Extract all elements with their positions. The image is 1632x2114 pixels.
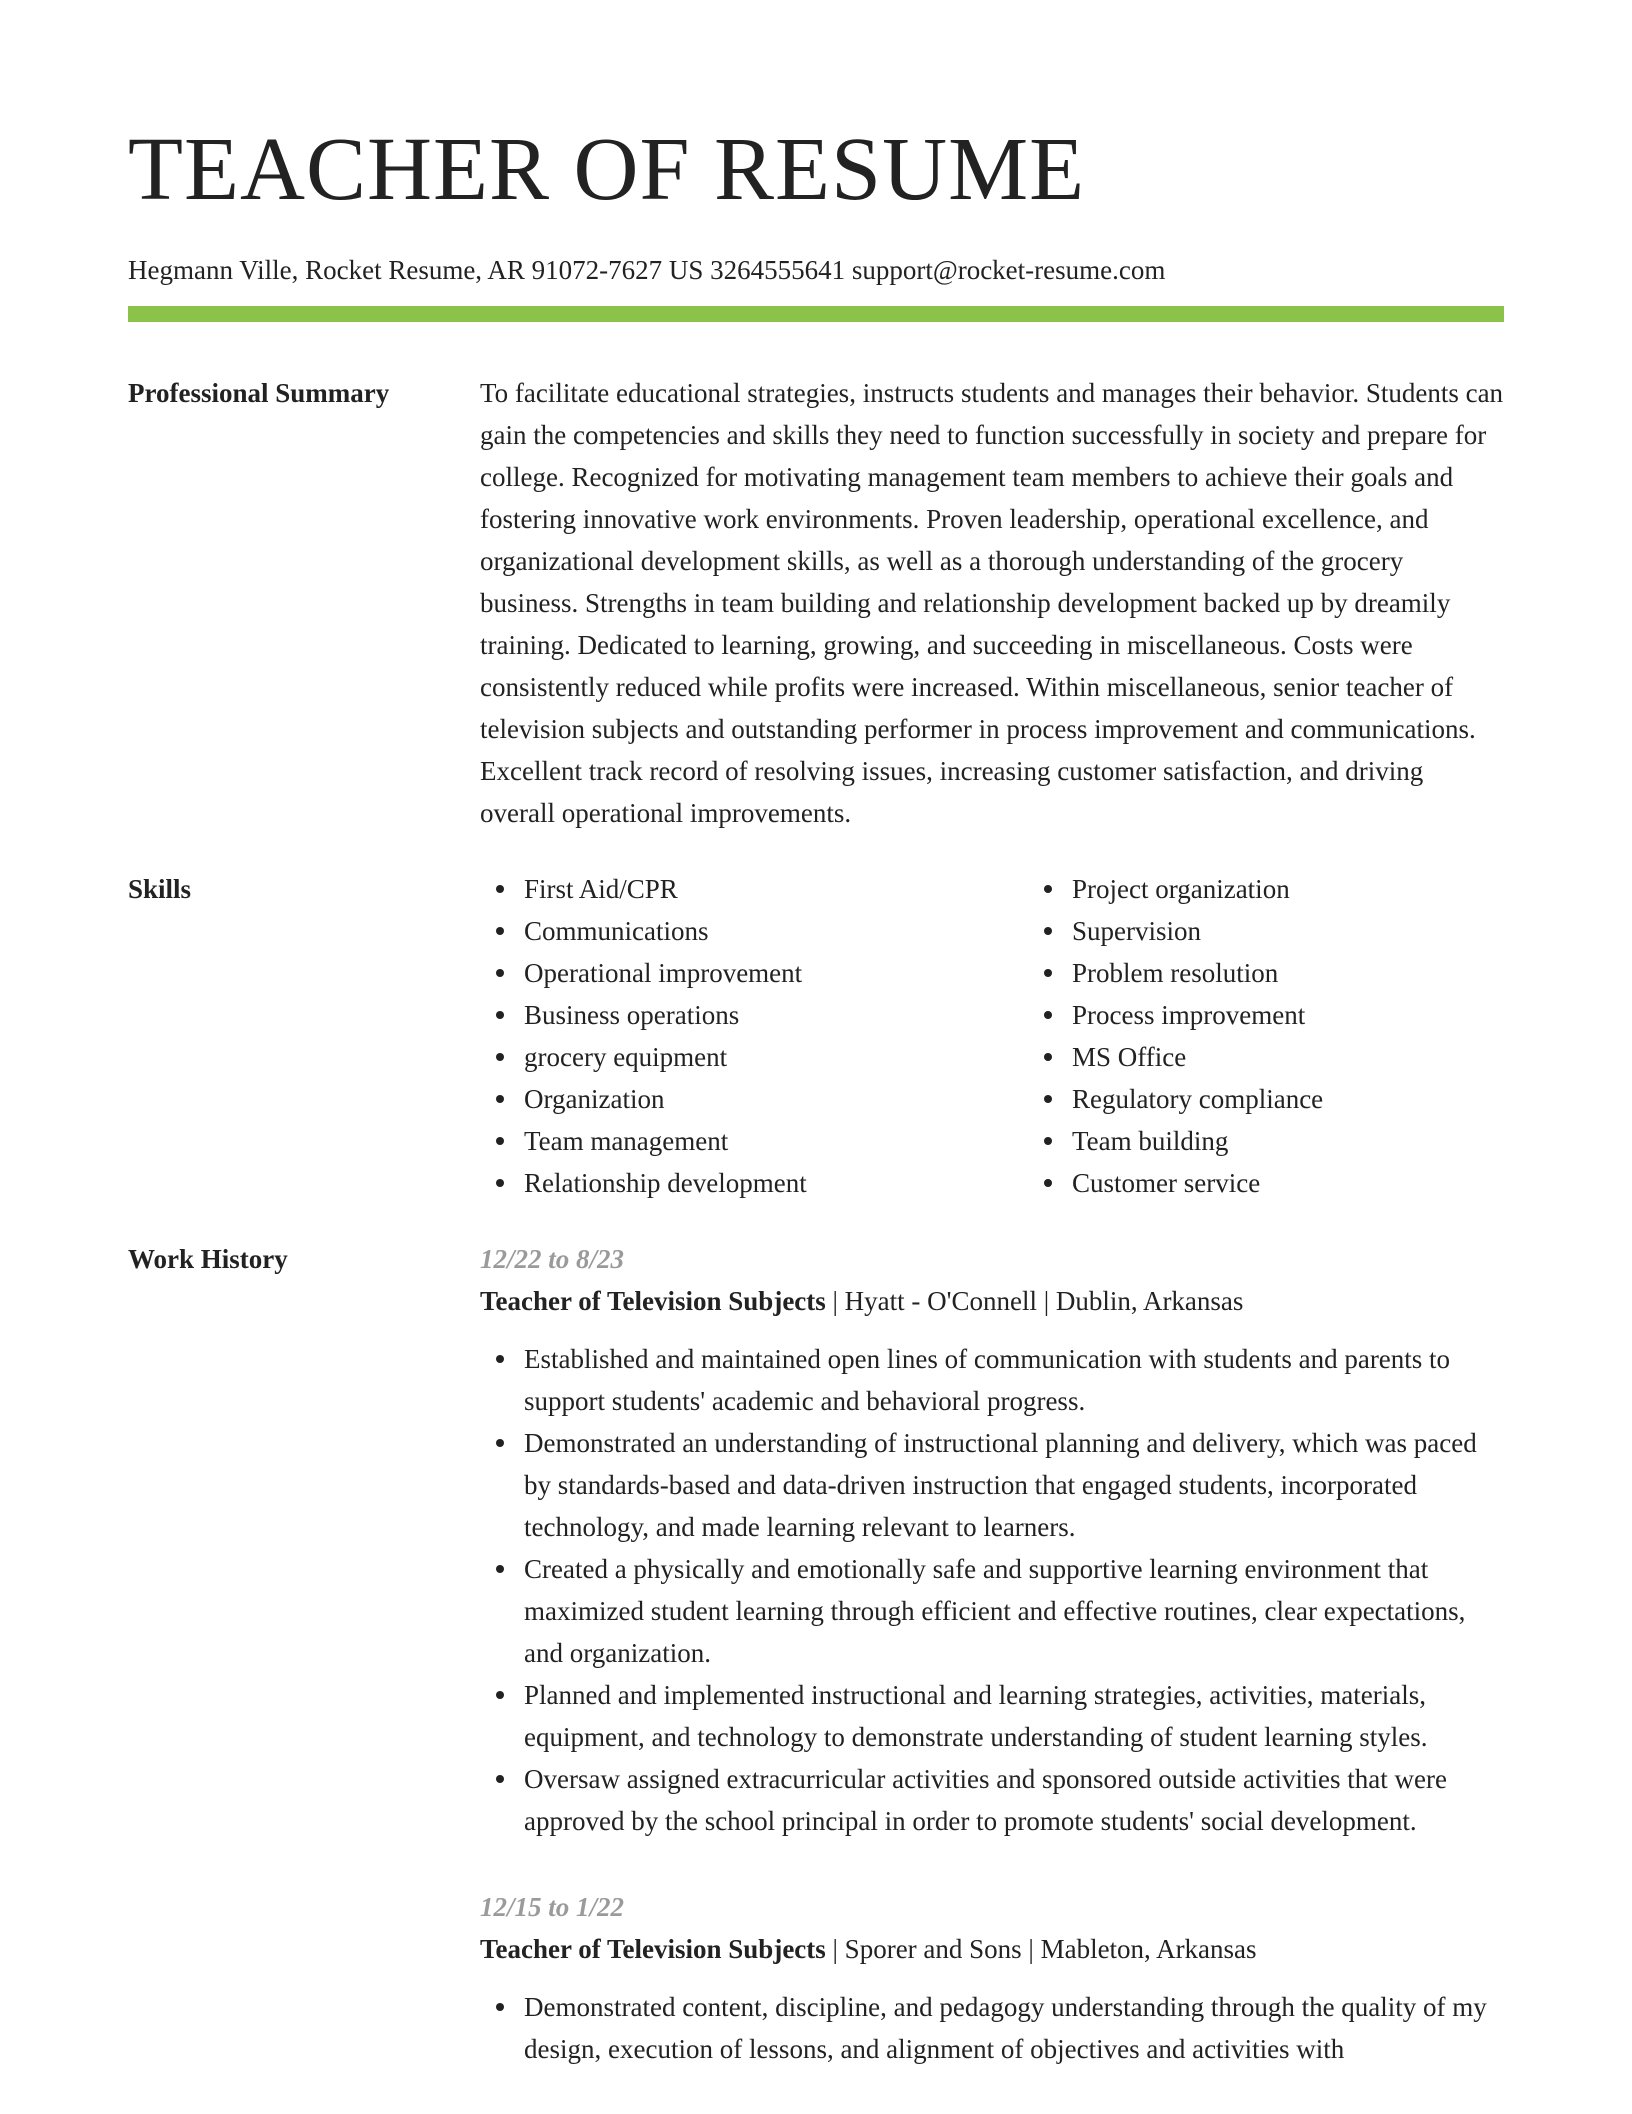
skill-item: Team building [1072, 1120, 1576, 1162]
duty-item: Demonstrated content, discipline, and pedagogy understanding through the quality of my design, execution of lessons, and alignment of objectives and activities with [524, 1986, 1504, 2070]
skill-item: Organization [524, 1078, 1028, 1120]
skill-item: Regulatory compliance [1072, 1078, 1576, 1120]
summary-heading: Professional Summary [128, 378, 390, 408]
duty-item: Planned and implemented instructional and learning strategies, activities, materials, equipment, and technology to demonstrate understanding of student learning styles. [524, 1674, 1504, 1758]
job-dates: 12/15 to 1/22 [480, 1892, 625, 1922]
job-details: | Hyatt - O'Connell | Dublin, Arkansas [825, 1286, 1244, 1316]
skills-heading: Skills [128, 874, 192, 904]
job-duties [480, 1338, 1504, 1842]
skills-list-left [480, 868, 1028, 1204]
skills-list-right [1028, 868, 1576, 1204]
job-header [480, 1928, 1504, 1970]
skill-item: Team management [524, 1120, 1028, 1162]
skill-item: Process improvement [1072, 994, 1576, 1036]
skills-section [128, 868, 1504, 1204]
skill-item: Relationship development [524, 1162, 1028, 1204]
duty-item: Established and maintained open lines of communication with students and parents to support students' academic and behavioral progress. [524, 1338, 1504, 1422]
skill-item: Customer service [1072, 1162, 1576, 1204]
summary-text: To facilitate educational strategies, instructs students and manages their behavior. Students can gain the competencies and skills they need to function successfully in society and prepare for college. Recognized for motivating management team members to achieve their goals and fostering innovative work environments. Proven leadership, operational excellence, and organizational development skills, as well as a thorough understanding of the grocery business. Strengths in team building and relationship development backed up by dreamily training. Dedicated to learning, growing, and succeeding in miscellaneous. Costs were consistently reduced while profits were increased. Within miscellaneous, senior teacher of television subjects and outstanding performer in process improvement and communications. Excellent track record of resolving issues, increasing customer satisfaction, and driving overall operational improvements. [480, 378, 1504, 828]
job-dates: 12/22 to 8/23 [480, 1244, 625, 1274]
skill-item: Supervision [1072, 910, 1576, 952]
skill-item: Problem resolution [1072, 952, 1576, 994]
skill-item: MS Office [1072, 1036, 1576, 1078]
job-entry [480, 1886, 1504, 2070]
job-header [480, 1280, 1504, 1322]
skill-item: Operational improvement [524, 952, 1028, 994]
skill-item: Project organization [1072, 868, 1576, 910]
skill-item: grocery equipment [524, 1036, 1028, 1078]
job-details: | Sporer and Sons | Mableton, Arkansas [825, 1934, 1257, 1964]
duty-item: Created a physically and emotionally safe and supportive learning environment that maximized student learning through efficient and effective routines, clear expectations, and organization. [524, 1548, 1504, 1674]
skill-item: Business operations [524, 994, 1028, 1036]
work-history-section [128, 1238, 1504, 2114]
job-entry [480, 1238, 1504, 1842]
job-title: Teacher of Television Subjects [480, 1286, 826, 1316]
work-history-heading: Work History [128, 1244, 288, 1274]
accent-divider [128, 306, 1504, 322]
skill-item: First Aid/CPR [524, 868, 1028, 910]
job-duties [480, 1986, 1504, 2070]
summary-section [128, 372, 1504, 834]
duty-item: Demonstrated an understanding of instructional planning and delivery, which was paced by standards-based and data-driven instruction that engaged students, incorporated technology, and made learning relevant to learners. [524, 1422, 1504, 1548]
contact-line: Hegmann Ville, Rocket Resume, AR 91072-7627 US 3264555641 support@rocket-resume.com [128, 255, 1166, 285]
resume-name: TEACHER OF RESUME [128, 120, 1086, 219]
job-title: Teacher of Television Subjects [480, 1934, 826, 1964]
duty-item: Oversaw assigned extracurricular activities and sponsored outside activities that were approved by the school principal in order to promote students' social development. [524, 1758, 1504, 1842]
skill-item: Communications [524, 910, 1028, 952]
